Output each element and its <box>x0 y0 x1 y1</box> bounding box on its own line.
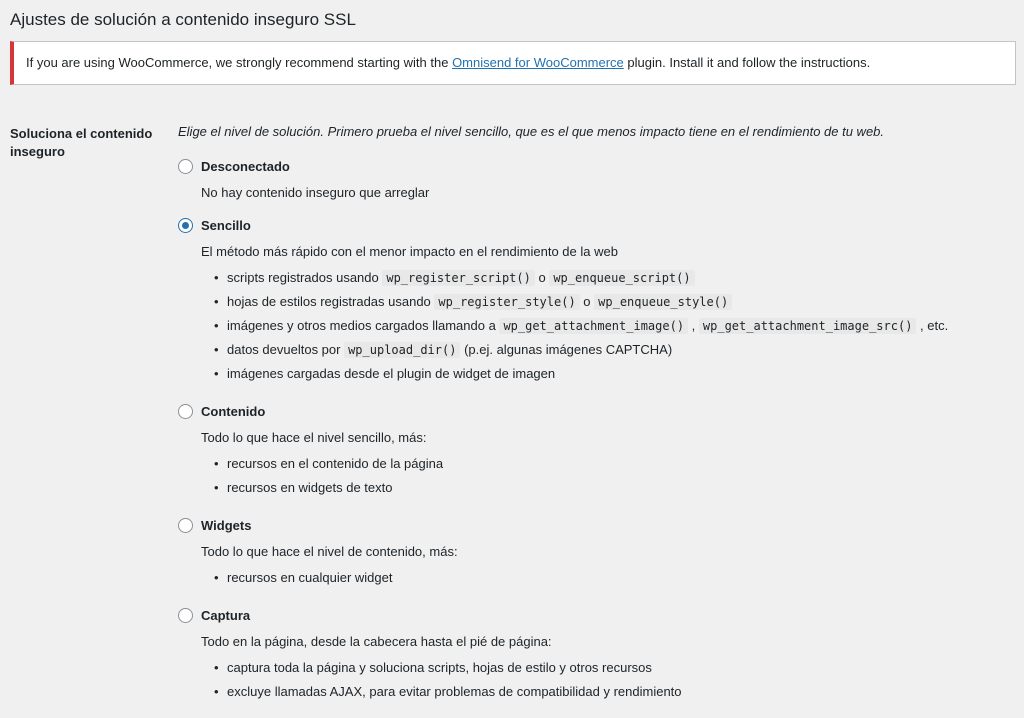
code-token: wp_upload_dir() <box>344 342 460 358</box>
list-item: • captura toda la página y soluciona scripts, hojas de estilo y otros recursos <box>214 656 1014 680</box>
option-label[interactable]: Captura <box>201 608 251 624</box>
list-item: • datos devueltos por wp_upload_dir() (p.ej. algunas imágenes CAPTCHA) <box>214 338 1014 362</box>
option-label[interactable]: Widgets <box>201 518 252 534</box>
omnisend-for-woocommerce-link[interactable]: Omnisend for WooCommerce <box>452 55 624 71</box>
notice-text-after: plugin. Install it and follow the instructions. <box>627 55 871 71</box>
option-description: Todo lo que hace el nivel de contenido, más: <box>201 544 458 560</box>
settings-form <box>0 85 1024 718</box>
option-radio-row[interactable] <box>178 214 1014 236</box>
code-token: wp_get_attachment_image_src() <box>699 318 917 334</box>
code-token: wp_get_attachment_image() <box>499 318 688 334</box>
radio-captura[interactable] <box>178 608 193 623</box>
list-item: • excluye llamadas AJAX, para evitar problemas de compatibilidad y rendimiento <box>214 680 1014 704</box>
list-item: • recursos en el contenido de la página <box>214 452 1014 476</box>
field-description: Elige el nivel de solución. Primero prueba el nivel sencillo, que es el que menos impacto tiene en el rendimiento de tu web. <box>178 123 885 139</box>
list-item: • recursos en widgets de texto <box>214 476 1014 500</box>
code-token: wp_register_script() <box>382 270 535 286</box>
option-body <box>178 242 1014 387</box>
list-item: • imágenes y otros medios cargados llamando a wp_get_attachment_image() , wp_get_attachment_image_src() , etc. <box>214 314 1014 338</box>
option-body <box>178 632 1014 704</box>
option-radio-row[interactable] <box>178 604 1014 626</box>
option-body <box>178 428 1014 500</box>
option-contenido <box>178 400 1014 500</box>
option-description: Todo en la página, desde la cabecera hasta el pié de página: <box>201 634 552 650</box>
radio-sencillo-selected[interactable] <box>178 218 193 233</box>
option-desconectado <box>178 155 1014 214</box>
radio-desconectado[interactable] <box>178 159 193 174</box>
radio-contenido[interactable] <box>178 404 193 419</box>
option-radio-row[interactable] <box>178 155 1014 177</box>
option-bullet-list <box>201 566 1014 590</box>
option-radio-row[interactable] <box>178 514 1014 536</box>
list-item: • imágenes cargadas desde el plugin de widget de imagen <box>214 362 1014 386</box>
list-item: • scripts registrados usando wp_register_script() o wp_enqueue_script() <box>214 266 1014 290</box>
list-item: • recursos en cualquier widget <box>214 566 1014 590</box>
option-description: El método más rápido con el menor impacto en el rendimiento de la web <box>201 243 618 259</box>
list-item: • hojas de estilos registradas usando wp_register_style() o wp_enqueue_style() <box>214 290 1014 314</box>
option-widgets <box>178 514 1014 590</box>
option-sencillo <box>178 214 1014 387</box>
woocommerce-recommendation-notice <box>10 41 1016 85</box>
option-bullet-list <box>201 266 1014 387</box>
page-title: Ajustes de solución a contenido inseguro SSL <box>10 10 356 29</box>
mixed-content-level-radio-group[interactable] <box>178 155 1014 704</box>
field-content <box>178 107 1024 718</box>
option-description: No hay contenido inseguro que arreglar <box>201 185 430 201</box>
radio-widgets[interactable] <box>178 518 193 533</box>
option-bullet-list <box>201 656 1014 704</box>
option-label[interactable]: Contenido <box>201 404 266 420</box>
code-token: wp_enqueue_style() <box>594 294 732 310</box>
option-captura <box>178 604 1014 704</box>
option-body <box>178 183 1014 214</box>
spacer <box>201 206 1014 214</box>
field-label: Soluciona el contenido inseguro <box>10 125 153 159</box>
option-label[interactable]: Sencillo <box>201 217 251 233</box>
option-body <box>178 542 1014 590</box>
code-token: wp_register_style() <box>434 294 579 310</box>
notice-text-before: If you are using WooCommerce, we strongly recommend starting with the <box>26 55 449 71</box>
option-label[interactable]: Desconectado <box>201 159 290 175</box>
code-token: wp_enqueue_script() <box>549 270 694 286</box>
option-bullet-list <box>201 452 1014 500</box>
option-description: Todo lo que hace el nivel sencillo, más: <box>201 430 427 446</box>
option-radio-row[interactable] <box>178 400 1014 422</box>
